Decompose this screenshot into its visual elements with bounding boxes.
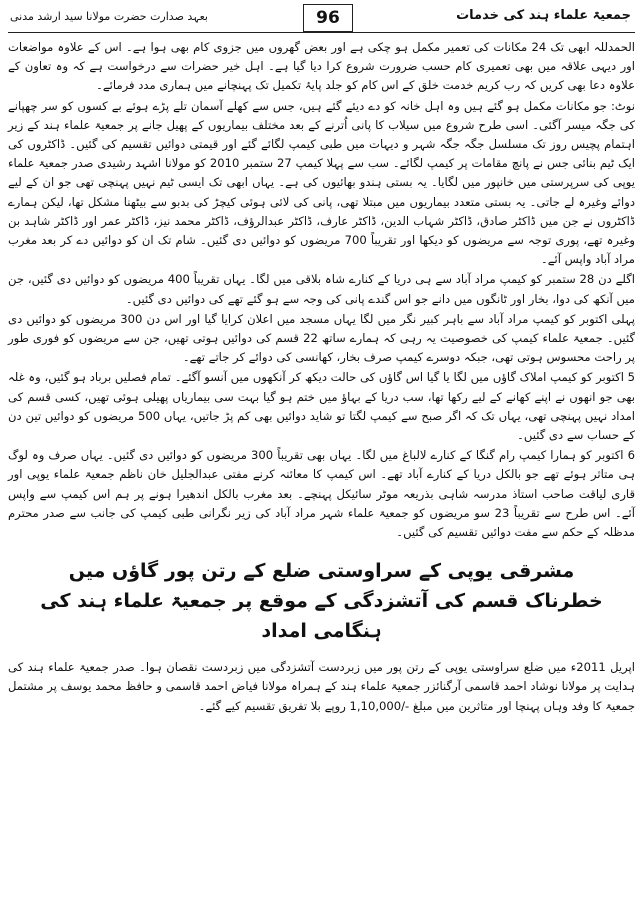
headline-line: خطرناک قسم کی آتشزدگی کے موقع پر جمعیۃ علماء ہند کی ہنگامی امداد: [40, 590, 603, 643]
paragraph: پہلی اکتوبر کو کیمپ مراد آباد سے باہر کبیر نگر میں لگا یہاں مسجد میں اعلان کرایا گیا اور اس دن 300 مریضوں کو دوائیں دی گئیں۔ جمعیۃ علماء کیمپ کی خصوصیت یہ رہی کہ ہمارے ساتھ 22 قسم کی دوائیں ہوتی تھیں، جن سے مریضوں کو فوری طور پر راحت محسوس ہوتی تھی، جبکہ دوسرے کیمپ صرف بخار، کھانسی کی دوائے کر جاتے تھے۔: [8, 311, 635, 365]
header-subtitle: بعہد صدارت حضرت مولانا سید ارشد مدنی: [10, 10, 208, 23]
closing-paragraph: اپریل 2011ء میں ضلع سراوستی یوپی کے رتن پور میں زبردست آتشزدگی میں زبردست نقصان ہوا۔ صدر جمعیۃ علماء ہند کی ہدایت پر مولانا نوشاد احمد قاسمی آرگنائزر جمعیۃ علماء ہند کے ہمراہ مولانا فیاض احمد قاسمی و حافظ محمد یوسف پر مشتمل جمعیۃ کا وفد وہاں پہنچا اور متاثرین میں مبلغ -/1,10,000 روپے بلا تفریق تقسیم کیے گئے۔: [8, 660, 635, 713]
paragraph: اگلے دن 28 ستمبر کو کیمپ مراد آباد سے ہی دریا کے کنارے شاہ بلاقی میں لگا۔ یہاں تقریباً 400 مریضوں کو دوائیں دی گئیں، جن میں آنکھ کی دوا، بخار اور ٹانگوں میں دانے جو اس گندے پانی کی وجہ سے ہو گئے تھے کی دوائیں دی گئیں۔: [8, 272, 636, 306]
page-header: [8, 4, 635, 33]
journal-title: جمعیۃ علماء ہند کی خدمات: [456, 8, 631, 23]
paragraph: الحمدللہ ابھی تک 24 مکانات کی تعمیر مکمل ہو چکی ہے اور بعض گھروں میں جزوی کام بھی ہوا ہے۔ اس کے علاوہ مواضعات اور دیہی علاقہ میں بھی تعمیری کام حسب ضرورت شروع کرا دیا گیا ہے۔ اہل خیر حضرات سے درخواست ہے کہ وہ تعاون کے علاوہ دعا بھی کریں کہ رب کریم خدمت خلق کے اس کام کو جلد پایۂ تکمیل تک پہنچانے میں ہماری مدد فرمائے۔: [8, 40, 635, 93]
page-number: 96: [303, 4, 353, 32]
paragraph: 5 اکتوبر کو کیمپ املاک گاؤں میں لگا یا گیا اس گاؤں کی حالت دیکھ کر آنکھوں میں آنسو آگئے۔ تمام فصلیں برباد ہو گئیں، وہ غلہ بھی جو انھوں نے اپنے کھانے کے لیے رکھا تھا، سب دریا کے بہاؤ میں ختم ہو گیا بہت سی بیماریاں پھیلی ہوئی تھیں، کسی قسم کی امداد نہیں پہنچی تھی، یہاں تک کہ اگر صبح سے کیمپ لگتا تو شاید دوائیں بھی کم پڑ جاتیں، یہاں 500 مریضوں کو دوائیں تین دن کے حساب سے دی گئیں۔: [8, 370, 635, 443]
headline-line: مشرقی یوپی کے سراوستی ضلع کے رتن پور گاؤں میں: [68, 560, 575, 583]
article-body: [8, 38, 635, 716]
paragraph: نوٹ: جو مکانات مکمل ہو گئے ہیں وہ اہل خانہ کو دے دیئے گئے ہیں، جس سے کھلے آسمان تلے پڑے ہوئے بے کسوں کو سر چھپانے کی جگہ میسر آگئی۔ اسی طرح شروع میں سیلاب کا پانی اُترنے کے بعد مختلف بیماریوں کے پھیل جانے پر جمعیۃ علماء ہند کے زیر اہتمام پچیس روز تک مسلسل جگہ جگہ شہر و دیہات میں طبی کیمپ لگائے گئے اور قیمتی دوائیں تقسیم کی گئیں۔ ڈاکٹروں کی ایک ٹیم بنائی جس نے پانچ مقامات پر کیمپ لگائے۔ سب سے پہلا کیمپ 27 ستمبر 2010 کو مولانا اشہد رشیدی صدر جمعیۃ علماء یوپی کی سرپرستی میں خانپور میں لگایا۔ یہ بستی ہندو بھائیوں کی ہے۔ یہاں ابھی تک ایسی ٹیم نہیں پہنچی تھی جو ان کے لیے دوائے وغیرہ لے جاتی۔ یہ بستی متعدد بیماریوں میں مبتلا تھی، پانی کی لائی ہوئی کیچڑ کی بدبو سے بیٹھنا مشکل تھا، لیکن ہمارے ڈاکٹروں نے جن میں ڈاکٹر صادق، ڈاکٹر شہاب الدین، ڈاکٹر عارف، ڈاکٹر عبدالرؤف، ڈاکٹر محمد نیز، ڈاکٹر عمر اور ڈاکٹر شاہد بن وغیرہ تھے، پوری توجہ سے مریضوں کو دیکھا اور تقریباً 700 مریضوں کو دوائیں دی گئیں۔ شام تک ان کو دوائیں دے کر بعد مغرب مراد آباد واپس آئے۔: [8, 98, 636, 267]
section-headline: [8, 556, 635, 646]
paragraph: 6 اکتوبر کو ہمارا کیمپ رام گنگا کے کنارے لالباغ میں لگا۔ یہاں بھی تقریباً 300 مریضوں کو دوائیں دی گئیں۔ یہاں صرف وہ لوگ ہی متاثر ہوئے تھے جو بالکل دریا کے کنارے آباد تھے۔ اس کیمپ کا معائنہ کرنے مفتی عبدالجلیل خان ناظم جمعیۃ علماء یوپی اور قاری لیاقت صاحب استاذ مدرسہ شاہی بذریعہ موٹر سائیکل پہنچے۔ بعد مغرب بالکل اندھیرا ہونے پر ہم اس کیمپ سے واپس آئے۔ اس طرح سے تقریباً 23 سو مریضوں کو جمعیۃ علماء شہر مراد آباد کی زیر نگرانی طبی کیمپ کی جانب سے صدر محترم مدظلہ کے حکم سے مفت دوائیں تقسیم کی گئیں۔: [8, 448, 636, 540]
